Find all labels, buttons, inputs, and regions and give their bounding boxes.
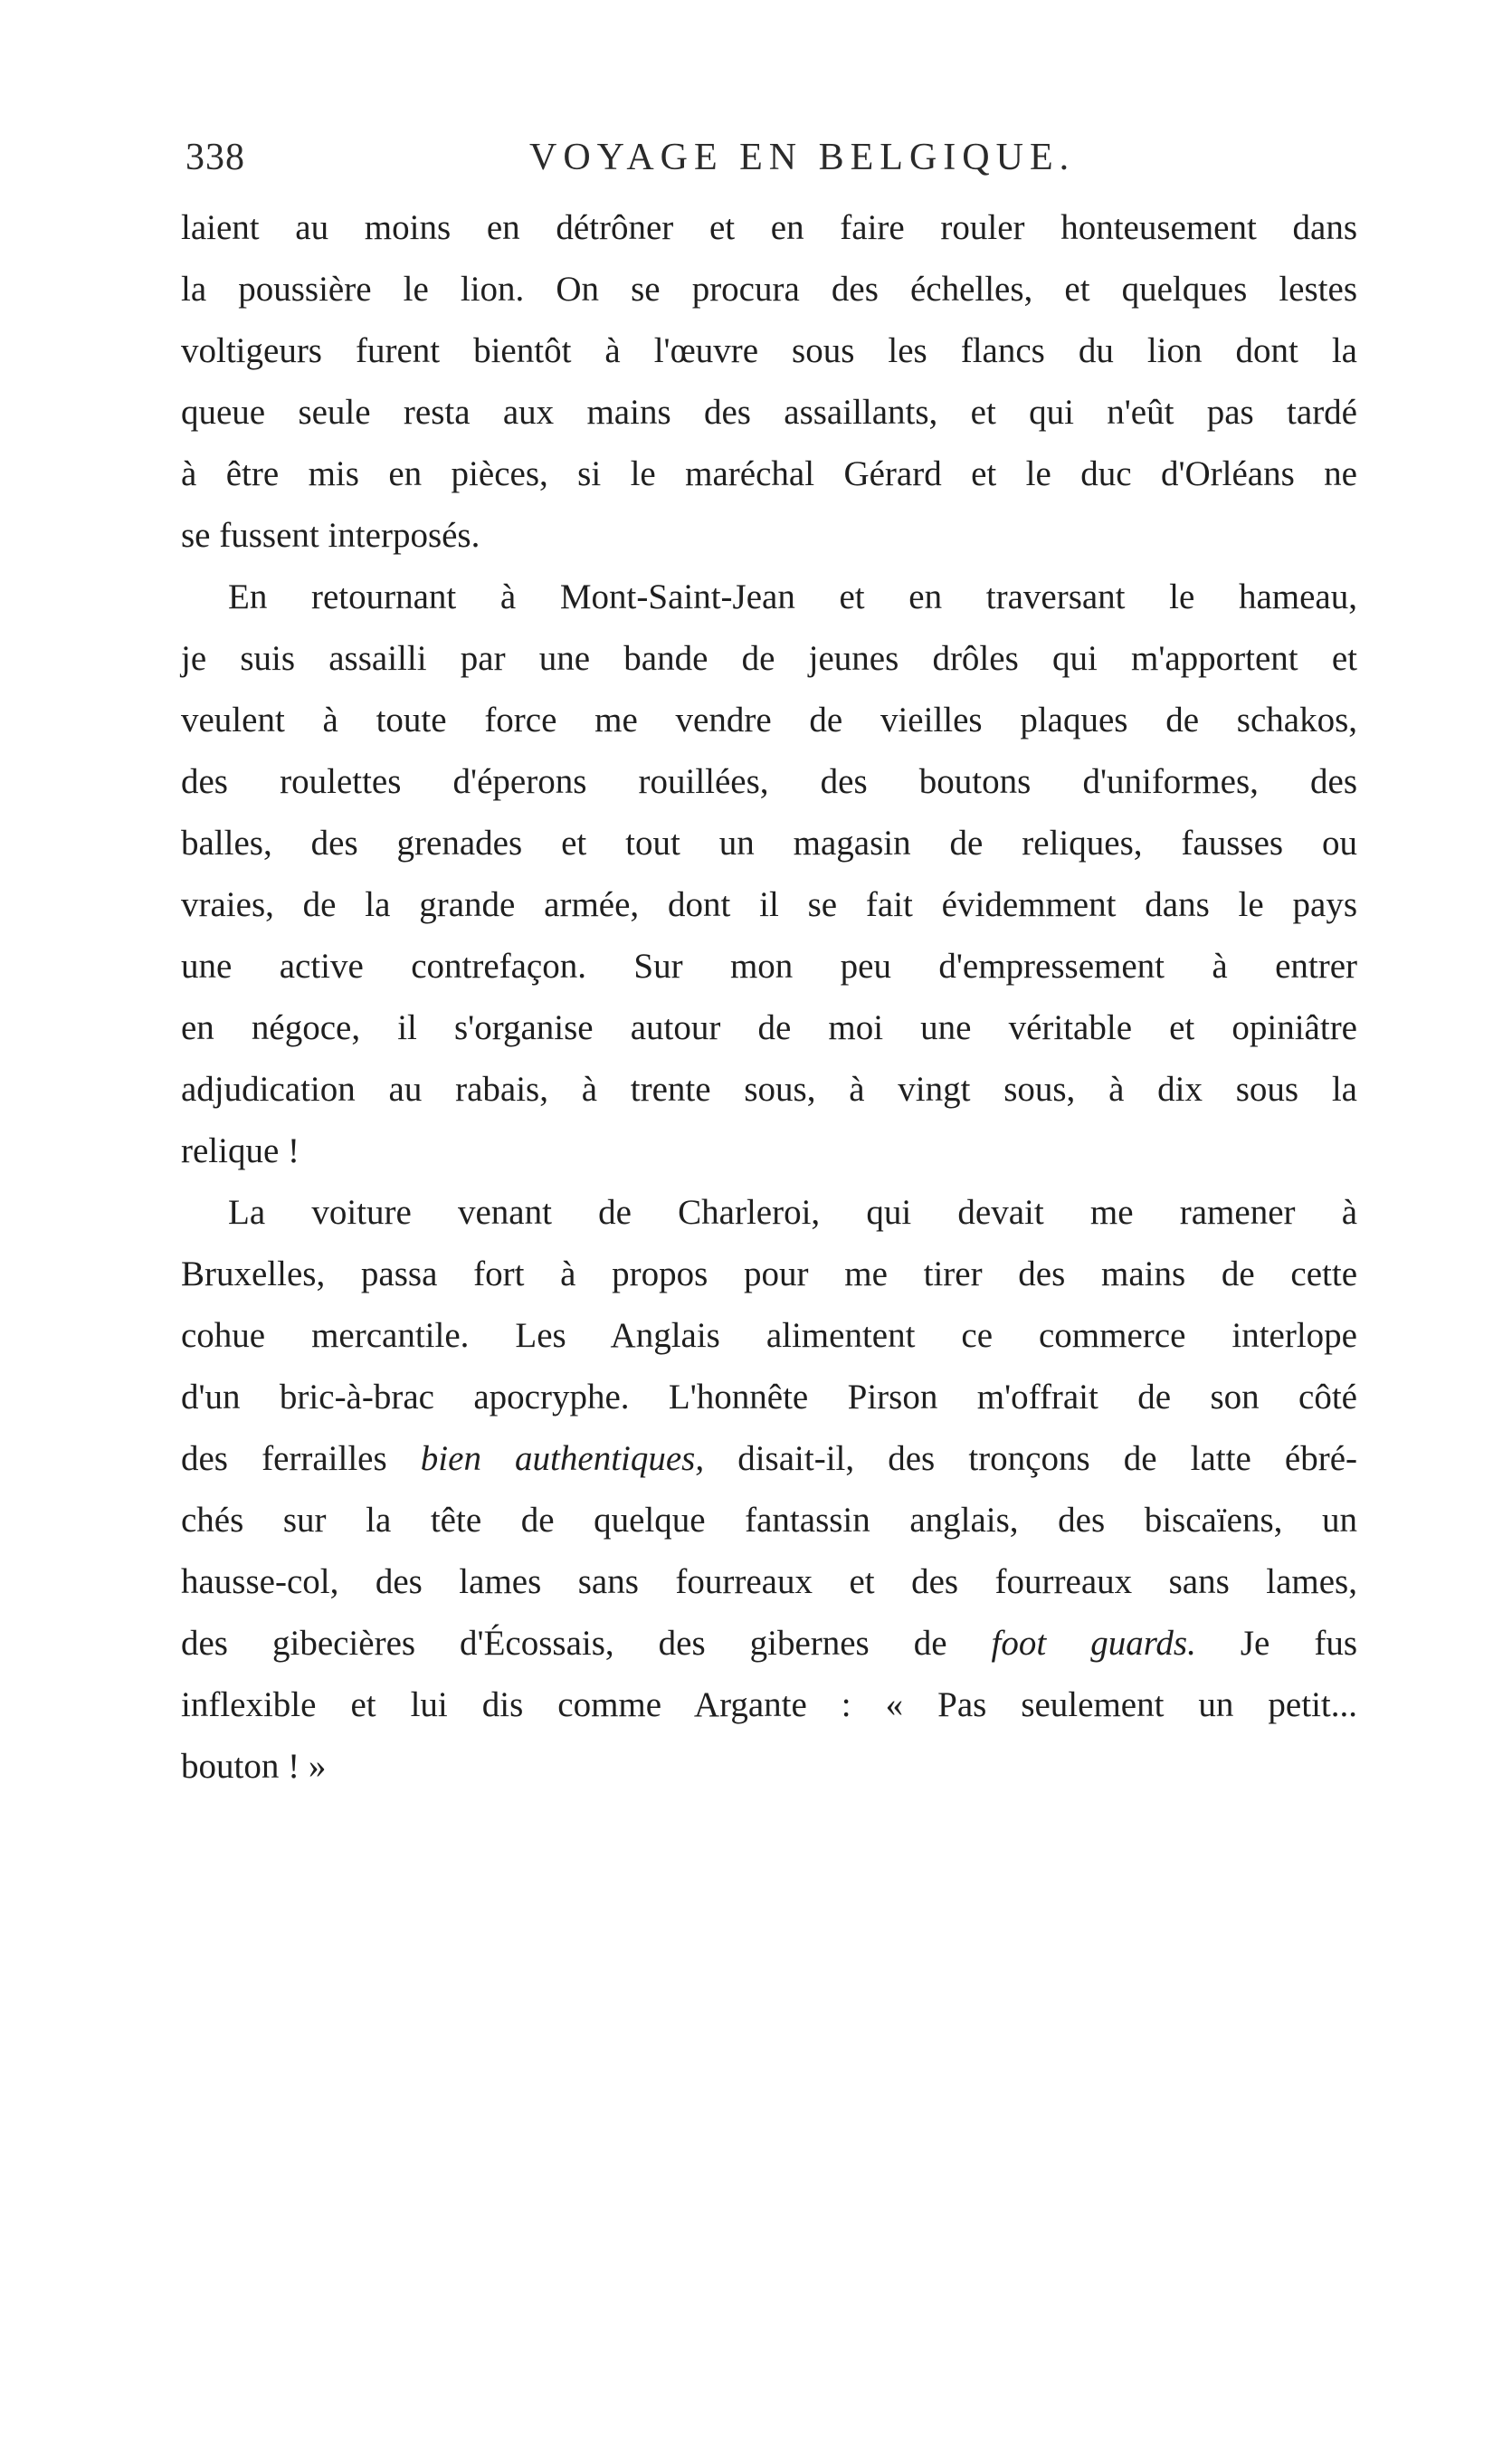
running-title: VOYAGE EN BELGIQUE. xyxy=(529,137,1076,178)
text-line: voltigeurs furent bientôt à l'œuvre sous les flancs du lion dont la xyxy=(181,331,1357,370)
text-run: des ferrailles xyxy=(181,1439,421,1478)
text-line: la poussière le lion. On se procura des échelles, et quelques lestes xyxy=(181,270,1357,309)
text-line: relique ! xyxy=(181,1131,300,1170)
paragraph xyxy=(181,197,1357,567)
text-run: Je fus xyxy=(1195,1624,1357,1663)
text-run: disait-il, des tronçons de latte ébré- xyxy=(704,1439,1357,1478)
text-line: En retournant à Mont-Saint-Jean et en traversant le hameau, xyxy=(228,577,1357,616)
text-line: La voiture venant de Charleroi, qui devait me ramener à xyxy=(228,1193,1357,1232)
text-line: laient au moins en détrôner et en faire rouler honteusement dans xyxy=(181,208,1357,247)
text-line: se fussent interposés. xyxy=(181,516,480,555)
text-run: des gibecières d'Écossais, des gibernes de xyxy=(181,1624,992,1663)
text-line xyxy=(181,1428,1357,1490)
text-line: cohue mercantile. Les Anglais alimentent ce commerce interlope xyxy=(181,1316,1357,1355)
paragraph xyxy=(181,567,1357,1182)
text-line: bouton ! » xyxy=(181,1747,327,1786)
text-line: adjudication au rabais, à trente sous, à vingt sous, à dix sous la xyxy=(181,1070,1357,1109)
text-line: en négoce, il s'organise autour de moi une véritable et opiniâtre xyxy=(181,1008,1357,1047)
text-line: hausse-col, des lames sans fourreaux et des fourreaux sans lames, xyxy=(181,1562,1357,1601)
italic-text: bien authentiques, xyxy=(420,1439,705,1478)
text-line: Bruxelles, passa fort à propos pour me tirer des mains de cette xyxy=(181,1254,1357,1293)
text-line: veulent à toute force me vendre de vieilles plaques de schakos, xyxy=(181,701,1357,739)
text-line: une active contrefaçon. Sur mon peu d'empressement à entrer xyxy=(181,947,1357,986)
text-line: d'un bric-à-brac apocryphe. L'honnête Pirson m'offrait de son côté xyxy=(181,1378,1357,1417)
page-header xyxy=(185,136,1357,190)
paragraph xyxy=(181,1182,1357,1798)
body-text xyxy=(181,197,1357,1798)
text-line: des roulettes d'éperons rouillées, des boutons d'uniformes, des xyxy=(181,762,1357,801)
page-number: 338 xyxy=(185,137,245,178)
italic-text: foot guards. xyxy=(991,1624,1196,1663)
text-line xyxy=(181,1613,1357,1674)
text-line: je suis assailli par une bande de jeunes drôles qui m'apportent et xyxy=(181,639,1357,678)
text-line: à être mis en pièces, si le maréchal Gérard et le duc d'Orléans ne xyxy=(181,454,1357,493)
text-line: queue seule resta aux mains des assaillants, et qui n'eût pas tardé xyxy=(181,393,1357,432)
text-line: inflexible et lui dis comme Argante : « Pas seulement un petit... xyxy=(181,1685,1357,1724)
text-line: balles, des grenades et tout un magasin de reliques, fausses ou xyxy=(181,824,1357,863)
text-line: chés sur la tête de quelque fantassin anglais, des biscaïens, un xyxy=(181,1501,1357,1540)
text-line: vraies, de la grande armée, dont il se fait évidemment dans le pays xyxy=(181,885,1357,924)
